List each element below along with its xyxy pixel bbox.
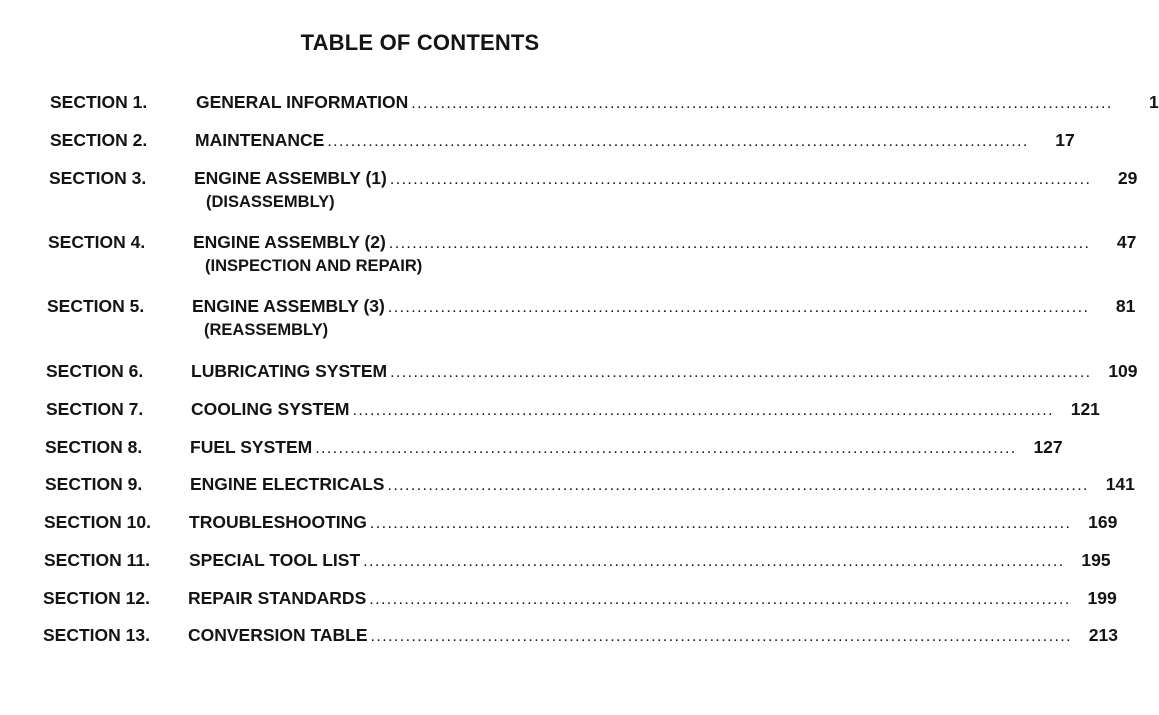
toc-entry — [0, 436, 1063, 460]
toc-entry-line — [189, 511, 1118, 535]
toc-entry — [0, 398, 1100, 422]
toc-entry — [0, 295, 1136, 343]
dot-leader: ........................................................................................................................ — [388, 235, 1091, 252]
toc-entry-line — [193, 231, 1137, 255]
toc-entry-line — [189, 549, 1111, 573]
toc-entry — [0, 167, 1138, 215]
page-number: 81 — [1115, 296, 1136, 316]
section-number: SECTION 2. — [50, 130, 148, 150]
section-title: ENGINE ASSEMBLY (2) — [193, 232, 386, 252]
section-number: SECTION 9. — [45, 474, 143, 494]
section-title: ENGINE ASSEMBLY (1) — [194, 168, 387, 188]
dot-leader: ........................................................................................................................ — [369, 515, 1072, 532]
page-title: TABLE OF CONTENTS — [300, 30, 540, 55]
section-number: SECTION 11. — [44, 550, 151, 570]
toc-entry — [0, 587, 1117, 611]
dot-leader: ........................................................................................................................ — [390, 364, 1092, 381]
section-number: SECTION 13. — [43, 625, 150, 645]
page-number: 29 — [1117, 168, 1138, 188]
section-title: COOLING SYSTEM — [191, 399, 350, 419]
toc-entry — [0, 360, 1138, 384]
page-number: 213 — [1088, 625, 1118, 645]
toc-entry — [0, 231, 1137, 279]
section-title: ENGINE ASSEMBLY (3) — [192, 296, 385, 316]
toc-entry — [0, 91, 1159, 115]
page-number: 199 — [1087, 588, 1117, 608]
section-subtitle: (INSPECTION AND REPAIR) — [205, 257, 423, 275]
section-title: SPECIAL TOOL LIST — [189, 550, 361, 570]
page-number: 141 — [1105, 474, 1135, 494]
page-number: 169 — [1088, 512, 1118, 532]
dot-leader: ........................................................................................................................ — [315, 440, 1017, 457]
dot-leader: ........................................................................................................................ — [387, 299, 1090, 316]
dot-leader: ........................................................................................................................ — [387, 477, 1089, 494]
toc-entry-line — [190, 473, 1135, 497]
section-subtitle: (REASSEMBLY) — [204, 321, 329, 339]
page-number: 17 — [1055, 130, 1075, 150]
section-number: SECTION 5. — [47, 296, 145, 316]
page-number: 195 — [1081, 550, 1111, 570]
toc-entry-line — [194, 167, 1138, 191]
page-number: 121 — [1070, 399, 1100, 419]
section-number: SECTION 6. — [46, 361, 144, 381]
toc-entry-line — [188, 624, 1118, 648]
section-title: CONVERSION TABLE — [188, 625, 368, 645]
page-number: 1 — [1148, 92, 1159, 112]
dot-leader: ........................................................................................................................ — [369, 591, 1071, 608]
page-number: 47 — [1116, 232, 1137, 252]
section-title: REPAIR STANDARDS — [188, 588, 367, 608]
toc-entry-line — [195, 129, 1075, 153]
toc-entry — [0, 511, 1118, 535]
dot-leader: ........................................................................................................................ — [352, 402, 1054, 419]
dot-leader: ........................................................................................................................ — [327, 133, 1029, 150]
section-title: ENGINE ELECTRICALS — [190, 474, 385, 494]
toc-entry-line — [191, 398, 1100, 422]
section-title: TROUBLESHOOTING — [189, 512, 367, 532]
section-title: FUEL SYSTEM — [190, 437, 313, 457]
page-number: 127 — [1033, 437, 1063, 457]
toc-entry-line — [191, 360, 1138, 384]
toc-entry — [0, 129, 1075, 153]
toc-entry — [0, 549, 1111, 573]
toc-entry-line — [192, 295, 1136, 319]
page-number: 109 — [1108, 361, 1138, 381]
dot-leader: ........................................................................................................................ — [370, 628, 1072, 645]
section-number: SECTION 8. — [45, 437, 143, 457]
dot-leader: ........................................................................................................................ — [411, 95, 1113, 112]
section-number: SECTION 10. — [44, 512, 151, 532]
section-title: GENERAL INFORMATION — [196, 92, 409, 112]
dot-leader: ........................................................................................................................ — [363, 553, 1065, 570]
toc-entry-line — [196, 91, 1159, 115]
section-title: MAINTENANCE — [195, 130, 325, 150]
section-subtitle: (DISASSEMBLY) — [206, 193, 335, 211]
toc-entry-line — [188, 587, 1117, 611]
toc-entry — [0, 624, 1118, 648]
section-title: LUBRICATING SYSTEM — [191, 361, 388, 381]
toc-entry — [0, 473, 1135, 497]
dot-leader: ........................................................................................................................ — [389, 171, 1092, 188]
section-number: SECTION 1. — [50, 92, 148, 112]
section-number: SECTION 12. — [43, 588, 150, 608]
section-number: SECTION 3. — [49, 168, 147, 188]
section-number: SECTION 7. — [46, 399, 144, 419]
toc-entry-line — [190, 436, 1063, 460]
section-number: SECTION 4. — [48, 232, 146, 252]
